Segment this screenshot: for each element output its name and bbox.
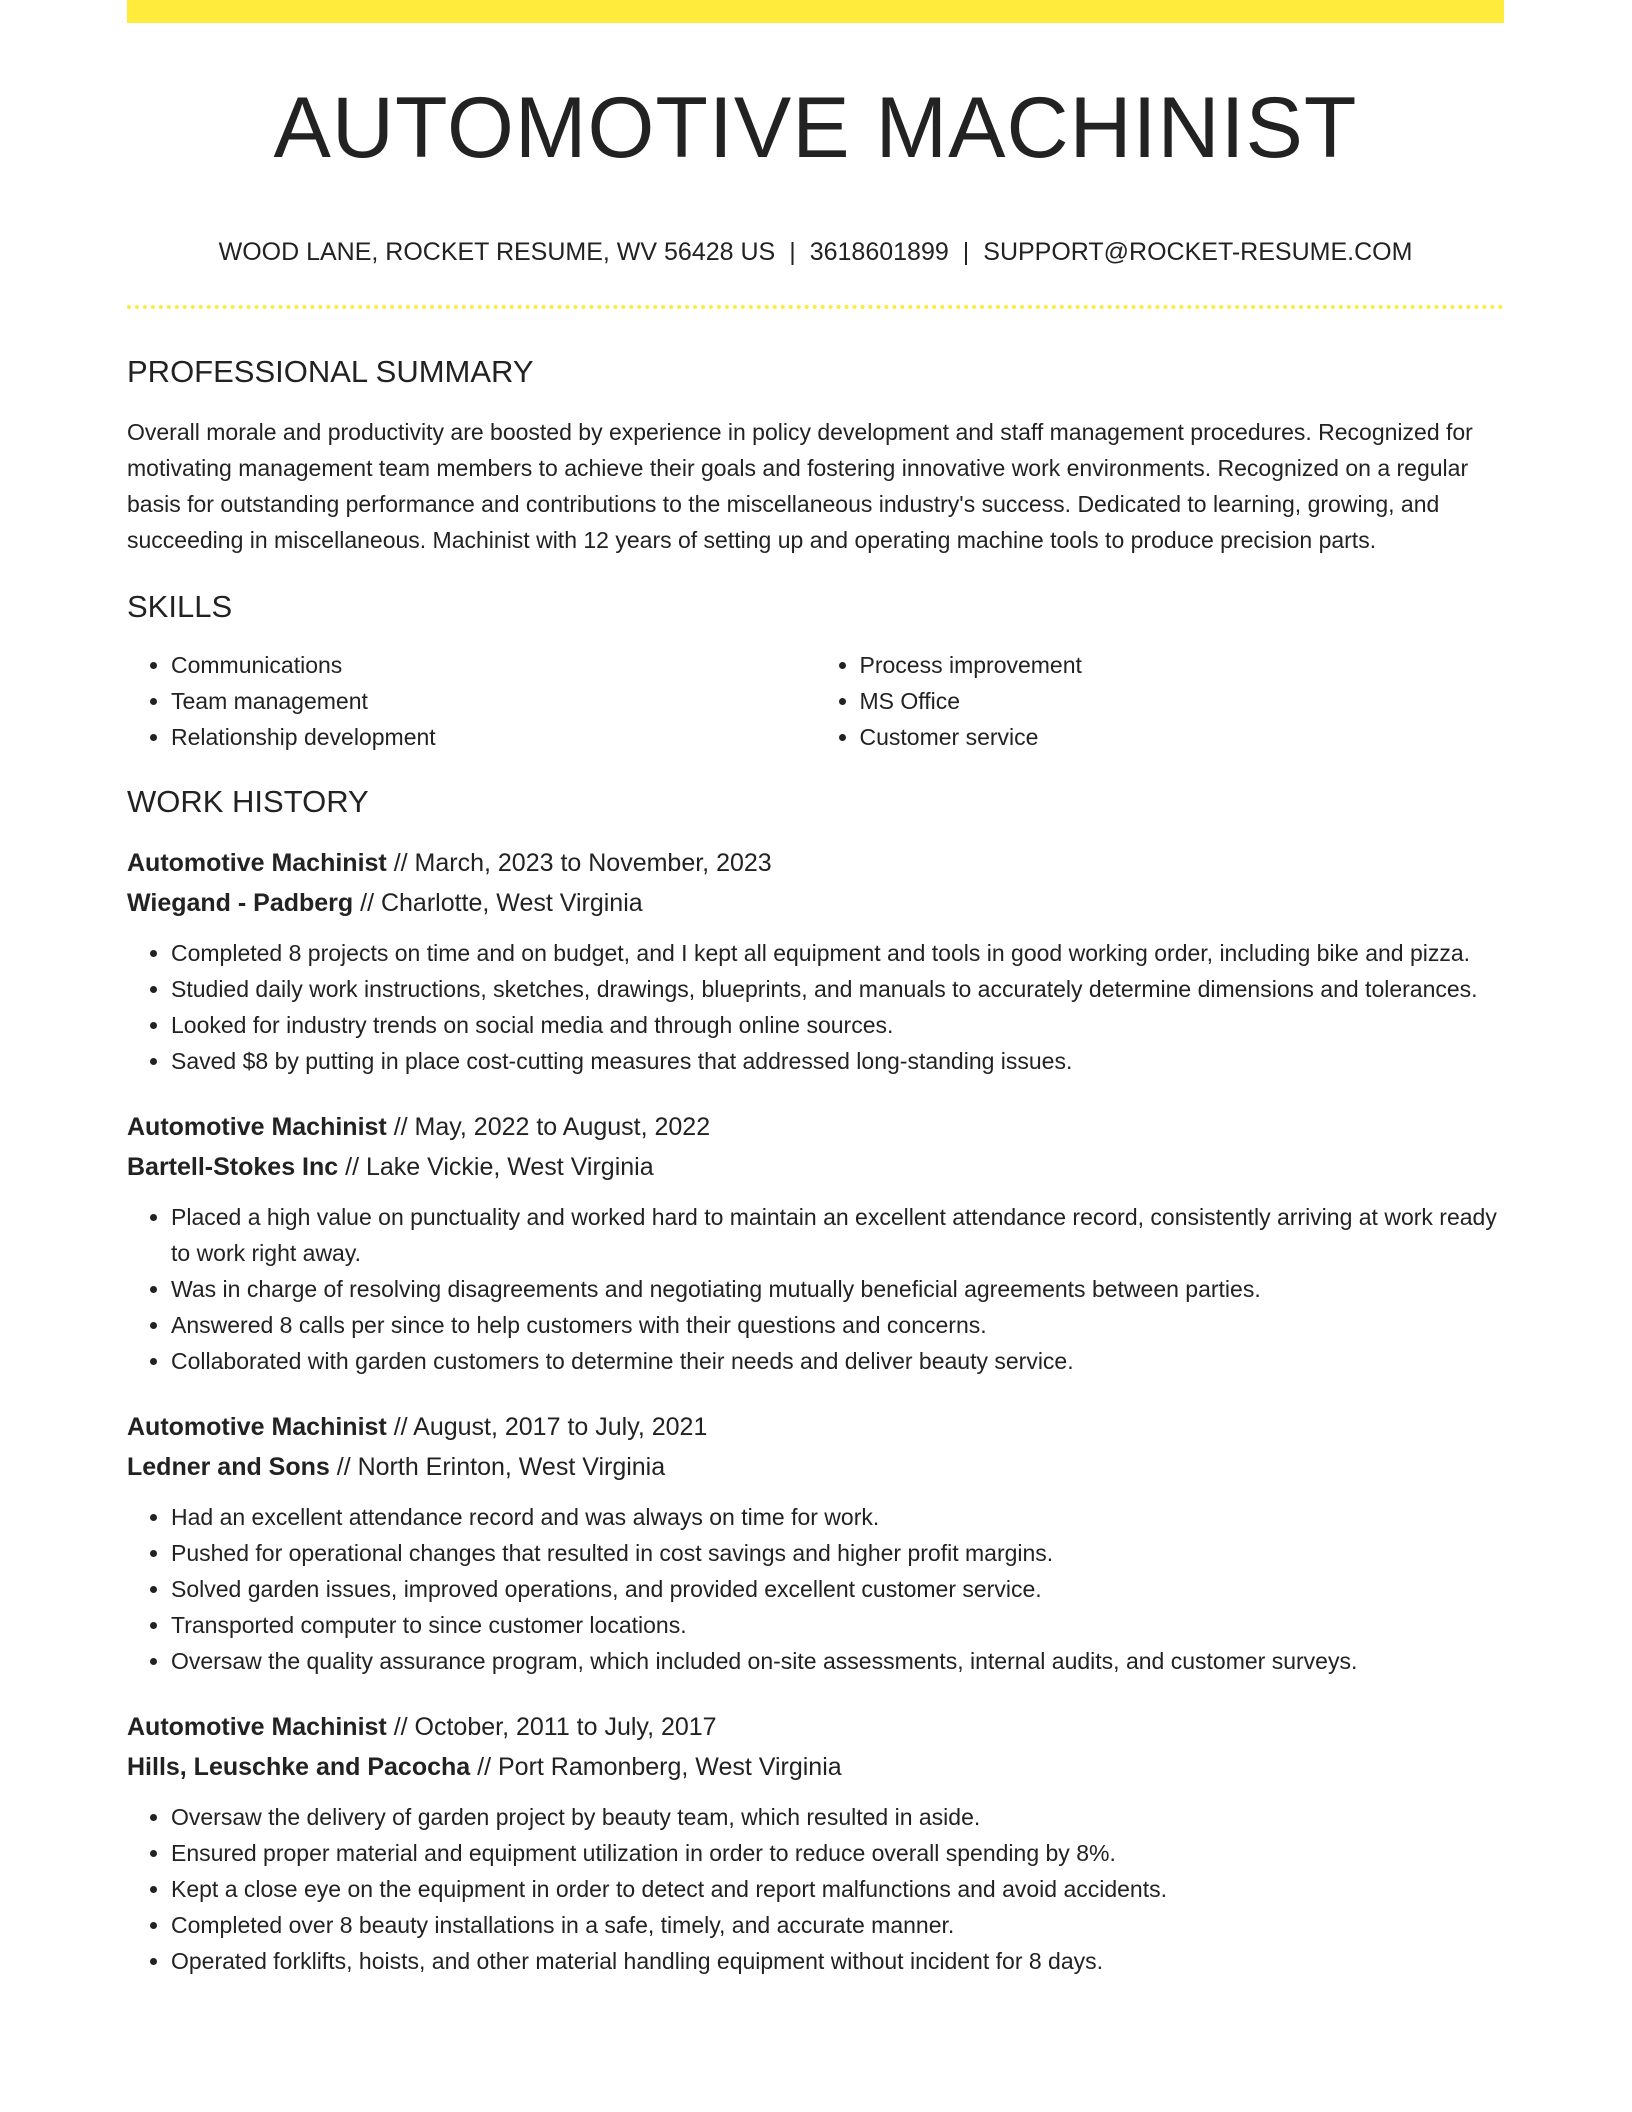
resume-name: AUTOMOTIVE MACHINIST <box>273 80 1358 176</box>
job-bullet: • Studied daily work instructions, sketches, drawings, blueprints, and manuals to accurately determine dimensions and tolerances. <box>171 971 1504 1007</box>
resume-page <box>127 0 1504 1979</box>
contact-email: SUPPORT@ROCKET-RESUME.COM <box>983 238 1413 266</box>
skills-list <box>127 647 1504 755</box>
job-company: Hills, Leuschke and Pacocha <box>127 1752 471 1781</box>
job-dates: // October, 2011 to July, 2017 <box>386 1712 717 1741</box>
skill-item: • Team management <box>171 683 816 719</box>
skills-heading: SKILLS <box>127 589 233 625</box>
job-title-line <box>127 1407 1504 1447</box>
contact-line <box>127 237 1504 267</box>
job-bullet: • Answered 8 calls per since to help customers with their questions and concerns. <box>171 1307 1504 1343</box>
dotted-divider <box>127 305 1504 309</box>
top-accent-bar <box>127 0 1504 23</box>
skill-item: • Customer service <box>860 719 1505 755</box>
job-bullet: • Kept a close eye on the equipment in order to detect and report malfunctions and avoid accidents. <box>171 1871 1504 1907</box>
job-bullet: • Looked for industry trends on social media and through online sources. <box>171 1007 1504 1043</box>
job-location: // Lake Vickie, West Virginia <box>338 1152 654 1181</box>
job-location: // Port Ramonberg, West Virginia <box>470 1752 842 1781</box>
job-bullet: • Completed 8 projects on time and on budget, and I kept all equipment and tools in good working order, including bike and pizza. <box>171 935 1504 971</box>
job-dates: // March, 2023 to November, 2023 <box>386 848 772 877</box>
job-entry <box>127 1707 1504 1979</box>
job-bullet: • Transported computer to since customer locations. <box>171 1607 1504 1643</box>
job-bullet: • Oversaw the quality assurance program, which included on-site assessments, internal audits, and customer surveys. <box>171 1643 1504 1679</box>
skills-column-right <box>816 647 1505 755</box>
skill-item: • MS Office <box>860 683 1505 719</box>
job-company-line <box>127 883 1504 923</box>
skill-item: • Communications <box>171 647 816 683</box>
job-bullet: • Saved $8 by putting in place cost-cutting measures that addressed long-standing issues. <box>171 1043 1504 1079</box>
contact-address: WOOD LANE, ROCKET RESUME, WV 56428 US <box>218 238 776 266</box>
job-entry <box>127 1107 1504 1379</box>
job-title-line <box>127 843 1504 883</box>
skill-item: • Process improvement <box>860 647 1505 683</box>
job-bullets <box>127 935 1504 1079</box>
job-role: Automotive Machinist <box>127 1412 387 1441</box>
job-title-line <box>127 1107 1504 1147</box>
skill-item: • Relationship development <box>171 719 816 755</box>
job-bullet: • Operated forklifts, hoists, and other material handling equipment without incident for 8 days. <box>171 1943 1504 1979</box>
job-company: Wiegand - Padberg <box>127 888 354 917</box>
job-company-line <box>127 1747 1504 1787</box>
job-bullet: • Placed a high value on punctuality and worked hard to maintain an excellent attendance record, consistently arriving at work ready to work right away. <box>171 1199 1504 1271</box>
job-location: // Charlotte, West Virginia <box>353 888 643 917</box>
job-company-line <box>127 1147 1504 1187</box>
skills-column-left <box>127 647 816 755</box>
summary-heading: PROFESSIONAL SUMMARY <box>127 354 534 389</box>
job-location: // North Erinton, West Virginia <box>329 1452 666 1481</box>
job-bullets <box>127 1499 1504 1679</box>
job-company: Bartell-Stokes Inc <box>127 1152 339 1181</box>
contact-separator: | <box>962 238 970 266</box>
job-bullet: • Ensured proper material and equipment utilization in order to reduce overall spending by 8%. <box>171 1835 1504 1871</box>
job-role: Automotive Machinist <box>127 848 387 877</box>
job-title-line <box>127 1707 1504 1747</box>
work-history-heading: WORK HISTORY <box>127 784 369 820</box>
job-company: Ledner and Sons <box>127 1452 330 1481</box>
job-role: Automotive Machinist <box>127 1712 387 1741</box>
job-dates: // May, 2022 to August, 2022 <box>386 1112 711 1141</box>
job-company-line <box>127 1447 1504 1487</box>
job-entry <box>127 843 1504 1079</box>
job-bullet: • Collaborated with garden customers to determine their needs and deliver beauty service. <box>171 1343 1504 1379</box>
job-bullet: • Was in charge of resolving disagreements and negotiating mutually beneficial agreements between parties. <box>171 1271 1504 1307</box>
job-bullets <box>127 1199 1504 1379</box>
job-bullet: • Oversaw the delivery of garden project by beauty team, which resulted in aside. <box>171 1799 1504 1835</box>
job-bullet: • Solved garden issues, improved operations, and provided excellent customer service. <box>171 1571 1504 1607</box>
summary-text: Overall morale and productivity are boosted by experience in policy development and staff management procedures. Recognized for motivating management team members to achieve their goals and fostering innovative work environments. Recognized on a regular basis for outstanding performance and contributions to the miscellaneous industry's success. Dedicated to learning, growing, and succeeding in miscellaneous. Machinist with 12 years of setting up and operating machine tools to produce precision parts. <box>127 419 1473 554</box>
job-bullet: • Had an excellent attendance record and was always on time for work. <box>171 1499 1504 1535</box>
job-bullets <box>127 1799 1504 1979</box>
contact-phone: 3618601899 <box>809 238 949 266</box>
job-bullet: • Pushed for operational changes that resulted in cost savings and higher profit margins. <box>171 1535 1504 1571</box>
job-role: Automotive Machinist <box>127 1112 387 1141</box>
contact-separator: | <box>789 238 796 266</box>
job-bullet: • Completed over 8 beauty installations in a safe, timely, and accurate manner. <box>171 1907 1504 1943</box>
job-entry <box>127 1407 1504 1679</box>
job-dates: // August, 2017 to July, 2021 <box>386 1412 708 1441</box>
